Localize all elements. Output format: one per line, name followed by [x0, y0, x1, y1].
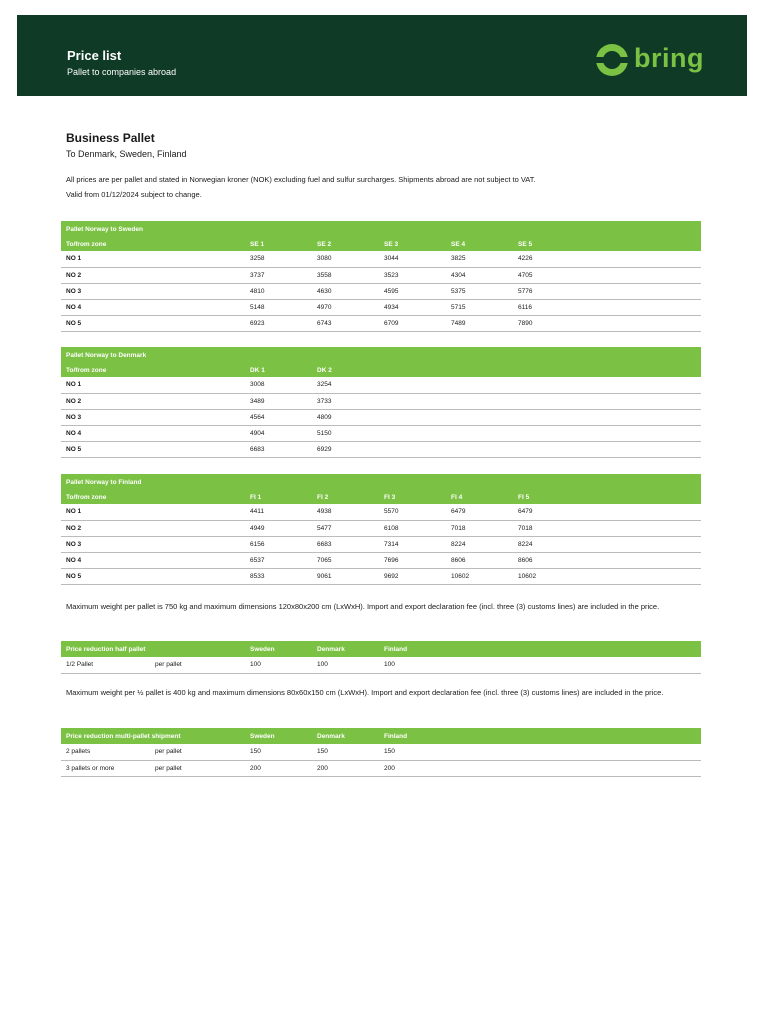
table-row — [61, 536, 701, 552]
price-cell: 3489 — [245, 393, 312, 409]
table-row — [61, 568, 701, 584]
price-cell: 4564 — [245, 409, 312, 425]
price-cell: 4938 — [312, 504, 379, 520]
price-cell: 5477 — [312, 520, 379, 536]
price-cell: 7018 — [513, 520, 580, 536]
bring-logo-icon — [594, 42, 630, 78]
column-header: SE 5 — [513, 237, 580, 251]
table-header-row — [61, 363, 701, 377]
price-cell: 6537 — [245, 552, 312, 568]
price-cell: 4970 — [312, 299, 379, 315]
table-row — [61, 267, 701, 283]
bring-logo — [594, 42, 709, 82]
price-cell: 3825 — [446, 251, 513, 267]
pallet-weight-note: Maximum weight per pallet is 750 kg and maximum dimensions 120x80x200 cm (LxWxH). Import and export declaration fee (incl. three (3) customs lines) are included in the price. — [66, 602, 660, 611]
table-row — [61, 520, 701, 536]
column-header: Finland — [379, 641, 446, 657]
table-row — [61, 744, 701, 760]
price-cell: 3258 — [245, 251, 312, 267]
page-title: Price list — [67, 48, 122, 63]
table-row — [61, 760, 701, 776]
price-cell: 7018 — [446, 520, 513, 536]
zone-header: To/from zone — [61, 237, 245, 251]
price-cell: 3523 — [379, 267, 446, 283]
price-cell: 8533 — [245, 568, 312, 584]
column-header: DK 2 — [312, 363, 379, 377]
table-row — [61, 504, 701, 520]
price-cell: 6156 — [245, 536, 312, 552]
unit-cell: per pallet — [150, 657, 245, 673]
column-header: SE 2 — [312, 237, 379, 251]
table-row — [61, 299, 701, 315]
unit-cell: per pallet — [150, 744, 245, 760]
label-cell: 3 pallets or more — [61, 760, 150, 776]
zone-cell: NO 1 — [61, 504, 245, 520]
sweden-price-table — [61, 221, 701, 332]
price-cell: 7489 — [446, 315, 513, 331]
bring-logo-text: bring — [634, 43, 704, 73]
price-cell: 6929 — [312, 441, 379, 457]
unit-cell: per pallet — [150, 760, 245, 776]
table-header-row — [61, 641, 701, 657]
price-cell: 7890 — [513, 315, 580, 331]
price-cell: 6479 — [446, 504, 513, 520]
price-cell: 3733 — [312, 393, 379, 409]
price-cell: 3080 — [312, 251, 379, 267]
price-cell: 9061 — [312, 568, 379, 584]
price-cell: 4595 — [379, 283, 446, 299]
table-row — [61, 283, 701, 299]
price-cell: 7065 — [312, 552, 379, 568]
zone-cell: NO 5 — [61, 568, 245, 584]
zone-cell: NO 3 — [61, 283, 245, 299]
table-row — [61, 552, 701, 568]
page-header — [17, 15, 747, 96]
price-cell: 4630 — [312, 283, 379, 299]
price-cell: 3254 — [312, 377, 379, 393]
zone-cell: NO 3 — [61, 409, 245, 425]
price-cell: 4304 — [446, 267, 513, 283]
table-header-row — [61, 237, 701, 251]
zone-cell: NO 2 — [61, 520, 245, 536]
price-cell: 150 — [245, 744, 312, 760]
price-cell: 8606 — [513, 552, 580, 568]
price-cell: 150 — [312, 744, 379, 760]
zone-cell: NO 4 — [61, 299, 245, 315]
finland-price-table — [61, 474, 701, 585]
table-row — [61, 315, 701, 331]
price-cell: 4949 — [245, 520, 312, 536]
price-cell: 5148 — [245, 299, 312, 315]
table-title: Pallet Norway to Sweden — [61, 221, 701, 237]
price-cell: 3044 — [379, 251, 446, 267]
zone-header: To/from zone — [61, 363, 245, 377]
price-cell: 3737 — [245, 267, 312, 283]
half-pallet-table — [61, 641, 701, 674]
price-cell: 200 — [245, 760, 312, 776]
zone-cell: NO 2 — [61, 393, 245, 409]
price-cell: 150 — [379, 744, 446, 760]
table-title: Pallet Norway to Finland — [61, 474, 701, 490]
column-header: SE 4 — [446, 237, 513, 251]
price-cell: 4226 — [513, 251, 580, 267]
price-cell: 5150 — [312, 425, 379, 441]
price-cell: 10602 — [513, 568, 580, 584]
price-cell: 100 — [312, 657, 379, 673]
label-cell: 2 pallets — [61, 744, 150, 760]
column-header: FI 1 — [245, 490, 312, 504]
table-row — [61, 409, 701, 425]
price-cell: 4934 — [379, 299, 446, 315]
price-cell: 6479 — [513, 504, 580, 520]
table-title: Pallet Norway to Denmark — [61, 347, 701, 363]
label-cell: 1/2 Pallet — [61, 657, 150, 673]
price-cell: 4705 — [513, 267, 580, 283]
zone-cell: NO 4 — [61, 425, 245, 441]
column-header: FI 3 — [379, 490, 446, 504]
price-cell: 6709 — [379, 315, 446, 331]
zone-header: To/from zone — [61, 490, 245, 504]
column-header: DK 1 — [245, 363, 312, 377]
column-header: Sweden — [245, 641, 312, 657]
price-cell: 10602 — [446, 568, 513, 584]
price-cell: 6683 — [245, 441, 312, 457]
table-row — [61, 425, 701, 441]
column-header: FI 2 — [312, 490, 379, 504]
table-row — [61, 441, 701, 457]
table-row — [61, 657, 701, 673]
price-cell: 5715 — [446, 299, 513, 315]
zone-cell: NO 5 — [61, 441, 245, 457]
table-row — [61, 251, 701, 267]
column-header: Denmark — [312, 728, 379, 744]
zone-cell: NO 5 — [61, 315, 245, 331]
zone-cell: NO 2 — [61, 267, 245, 283]
price-cell: 8606 — [446, 552, 513, 568]
price-cell: 6743 — [312, 315, 379, 331]
price-cell: 3008 — [245, 377, 312, 393]
table-header-row — [61, 490, 701, 504]
zone-cell: NO 1 — [61, 251, 245, 267]
column-header: FI 5 — [513, 490, 580, 504]
price-cell: 4810 — [245, 283, 312, 299]
table-title: Price reduction half pallet — [61, 641, 245, 657]
table-row — [61, 393, 701, 409]
zone-cell: NO 4 — [61, 552, 245, 568]
denmark-price-table — [61, 347, 701, 458]
intro-section — [66, 131, 702, 202]
price-cell: 7696 — [379, 552, 446, 568]
price-cell: 5570 — [379, 504, 446, 520]
multi-pallet-table — [61, 728, 701, 777]
price-cell: 5375 — [446, 283, 513, 299]
price-cell: 4809 — [312, 409, 379, 425]
zone-cell: NO 3 — [61, 536, 245, 552]
price-cell: 8224 — [513, 536, 580, 552]
zone-cell: NO 1 — [61, 377, 245, 393]
price-cell: 9692 — [379, 568, 446, 584]
price-cell: 5776 — [513, 283, 580, 299]
table-row — [61, 377, 701, 393]
price-cell: 7314 — [379, 536, 446, 552]
column-header: SE 3 — [379, 237, 446, 251]
table-title-row — [61, 474, 701, 490]
column-header: Finland — [379, 728, 446, 744]
intro-text: All prices are per pallet and stated in Norwegian kroner (NOK) excluding fuel and sulfur surcharges. Shipments abroad are not subject to VAT. — [66, 175, 536, 184]
column-header: SE 1 — [245, 237, 312, 251]
price-cell: 100 — [379, 657, 446, 673]
column-header: Denmark — [312, 641, 379, 657]
price-cell: 6116 — [513, 299, 580, 315]
price-cell: 8224 — [446, 536, 513, 552]
table-title-row — [61, 347, 701, 363]
section-subtitle: To Denmark, Sweden, Finland — [66, 149, 187, 159]
price-cell: 3558 — [312, 267, 379, 283]
section-title: Business Pallet — [66, 131, 155, 145]
price-cell: 200 — [312, 760, 379, 776]
validity-text: Valid from 01/12/2024 subject to change. — [66, 190, 202, 199]
table-header-row — [61, 728, 701, 744]
price-cell: 6923 — [245, 315, 312, 331]
price-cell: 4904 — [245, 425, 312, 441]
price-cell: 200 — [379, 760, 446, 776]
half-pallet-weight-note: Maximum weight per ½ pallet is 400 kg and maximum dimensions 80x60x150 cm (LxWxH). Import and export declaration fee (incl. three (3) customs lines) are included in the price. — [66, 688, 664, 697]
column-header: Sweden — [245, 728, 312, 744]
table-title: Price reduction multi-pallet shipment — [61, 728, 245, 744]
price-cell: 6683 — [312, 536, 379, 552]
price-cell: 100 — [245, 657, 312, 673]
price-cell: 6108 — [379, 520, 446, 536]
column-header: FI 4 — [446, 490, 513, 504]
table-title-row — [61, 221, 701, 237]
price-cell: 4411 — [245, 504, 312, 520]
page-subtitle: Pallet to companies abroad — [67, 67, 177, 77]
